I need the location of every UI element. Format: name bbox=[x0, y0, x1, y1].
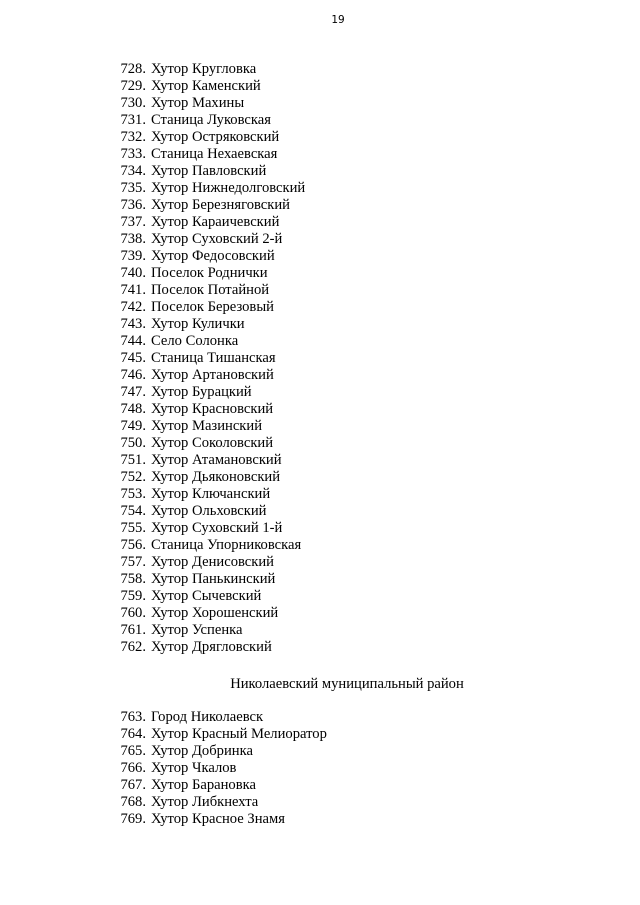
list-item bbox=[103, 129, 305, 146]
list-item bbox=[103, 418, 305, 435]
item-number: 735. bbox=[120, 180, 146, 196]
list-item bbox=[103, 794, 327, 811]
list-item bbox=[103, 452, 305, 469]
settlement-name: Хутор Чкалов bbox=[151, 760, 237, 776]
settlement-name: Хутор Кулички bbox=[151, 316, 245, 332]
list-item bbox=[103, 709, 327, 726]
list-item bbox=[103, 743, 327, 760]
list-item bbox=[103, 554, 305, 571]
settlement-name: Хутор Ольховский bbox=[151, 503, 267, 519]
item-number: 736. bbox=[120, 197, 146, 213]
list-item bbox=[103, 469, 305, 486]
list-item bbox=[103, 571, 305, 588]
item-number: 757. bbox=[120, 554, 146, 570]
settlement-name: Поселок Потайной bbox=[151, 282, 270, 298]
item-number: 759. bbox=[120, 588, 146, 604]
settlement-list-continued bbox=[103, 61, 305, 656]
list-item bbox=[103, 384, 305, 401]
item-number: 747. bbox=[120, 384, 146, 400]
settlement-name: Село Солонка bbox=[151, 333, 239, 349]
item-number: 742. bbox=[120, 299, 146, 315]
settlement-name: Хутор Добринка bbox=[151, 743, 253, 759]
item-number: 740. bbox=[120, 265, 146, 281]
item-number: 767. bbox=[120, 777, 146, 793]
item-number: 758. bbox=[120, 571, 146, 587]
settlement-name: Хутор Караичевский bbox=[151, 214, 280, 230]
item-number: 751. bbox=[120, 452, 146, 468]
settlement-name: Хутор Денисовский bbox=[151, 554, 274, 570]
item-number: 769. bbox=[120, 811, 146, 827]
settlement-name: Хутор Дьяконовский bbox=[151, 469, 281, 485]
list-item bbox=[103, 61, 305, 78]
settlement-name: Хутор Красновский bbox=[151, 401, 274, 417]
item-number: 752. bbox=[120, 469, 146, 485]
list-item bbox=[103, 401, 305, 418]
list-item bbox=[103, 367, 305, 384]
item-number: 762. bbox=[120, 639, 146, 655]
item-number: 734. bbox=[120, 163, 146, 179]
settlement-name: Станица Нехаевская bbox=[151, 146, 278, 162]
list-item bbox=[103, 622, 305, 639]
settlement-name: Хутор Кругловка bbox=[151, 61, 257, 77]
list-item bbox=[103, 299, 305, 316]
item-number: 738. bbox=[120, 231, 146, 247]
list-item bbox=[103, 726, 327, 743]
item-number: 730. bbox=[120, 95, 146, 111]
settlement-name: Хутор Остряковский bbox=[151, 129, 280, 145]
settlement-name: Хутор Каменский bbox=[151, 78, 261, 94]
item-number: 760. bbox=[120, 605, 146, 621]
list-item bbox=[103, 777, 327, 794]
item-number: 761. bbox=[120, 622, 146, 638]
settlement-name: Хутор Сычевский bbox=[151, 588, 262, 604]
item-number: 755. bbox=[120, 520, 146, 536]
item-number: 749. bbox=[120, 418, 146, 434]
item-number: 729. bbox=[120, 78, 146, 94]
list-item bbox=[103, 248, 305, 265]
settlement-list-nikolaevsky bbox=[103, 709, 327, 828]
item-number: 743. bbox=[120, 316, 146, 332]
settlement-name: Хутор Березняговский bbox=[151, 197, 290, 213]
list-item bbox=[103, 639, 305, 656]
list-item bbox=[103, 282, 305, 299]
settlement-name: Хутор Либкнехта bbox=[151, 794, 259, 810]
settlement-name: Хутор Дрягловский bbox=[151, 639, 272, 655]
item-number: 753. bbox=[120, 486, 146, 502]
list-item bbox=[103, 760, 327, 777]
item-number: 745. bbox=[120, 350, 146, 366]
list-item bbox=[103, 214, 305, 231]
item-number: 750. bbox=[120, 435, 146, 451]
settlement-name: Хутор Успенка bbox=[151, 622, 243, 638]
page-number: 19 bbox=[331, 14, 345, 26]
list-item bbox=[103, 146, 305, 163]
item-number: 731. bbox=[120, 112, 146, 128]
settlement-name: Хутор Артановский bbox=[151, 367, 274, 383]
list-item bbox=[103, 197, 305, 214]
list-item bbox=[103, 503, 305, 520]
list-item bbox=[103, 163, 305, 180]
settlement-name: Хутор Мазинский bbox=[151, 418, 263, 434]
settlement-name: Хутор Ключанский bbox=[151, 486, 271, 502]
item-number: 763. bbox=[120, 709, 146, 725]
settlement-name: Хутор Соколовский bbox=[151, 435, 274, 451]
settlement-name: Хутор Суховский 1-й bbox=[151, 520, 283, 536]
list-item bbox=[103, 588, 305, 605]
list-item bbox=[103, 231, 305, 248]
list-item bbox=[103, 78, 305, 95]
list-item bbox=[103, 95, 305, 112]
item-number: 768. bbox=[120, 794, 146, 810]
list-item bbox=[103, 316, 305, 333]
list-item bbox=[103, 537, 305, 554]
settlement-name: Хутор Махины bbox=[151, 95, 245, 111]
settlement-name: Поселок Роднички bbox=[151, 265, 268, 281]
item-number: 739. bbox=[120, 248, 146, 264]
settlement-name: Хутор Суховский 2-й bbox=[151, 231, 283, 247]
list-item bbox=[103, 180, 305, 197]
list-item bbox=[103, 520, 305, 537]
settlement-name: Хутор Красное Знамя bbox=[151, 811, 285, 827]
settlement-name: Хутор Барановка bbox=[151, 777, 256, 793]
item-number: 744. bbox=[120, 333, 146, 349]
settlement-name: Хутор Хорошенский bbox=[151, 605, 279, 621]
settlement-name: Хутор Федосовский bbox=[151, 248, 275, 264]
list-item bbox=[103, 486, 305, 503]
item-number: 733. bbox=[120, 146, 146, 162]
item-number: 754. bbox=[120, 503, 146, 519]
settlement-name: Хутор Атамановский bbox=[151, 452, 282, 468]
settlement-name: Хутор Бурацкий bbox=[151, 384, 252, 400]
list-item bbox=[103, 265, 305, 282]
list-item bbox=[103, 333, 305, 350]
item-number: 765. bbox=[120, 743, 146, 759]
list-item bbox=[103, 350, 305, 367]
item-number: 756. bbox=[120, 537, 146, 553]
settlement-name: Станица Тишанская bbox=[151, 350, 276, 366]
settlement-name: Хутор Павловский bbox=[151, 163, 267, 179]
settlement-name: Город Николаевск bbox=[151, 709, 264, 725]
item-number: 766. bbox=[120, 760, 146, 776]
list-item bbox=[103, 112, 305, 129]
item-number: 741. bbox=[120, 282, 146, 298]
item-number: 748. bbox=[120, 401, 146, 417]
list-item bbox=[103, 811, 327, 828]
settlement-name: Хутор Красный Мелиоратор bbox=[151, 726, 327, 742]
list-item bbox=[103, 605, 305, 622]
item-number: 732. bbox=[120, 129, 146, 145]
item-number: 746. bbox=[120, 367, 146, 383]
settlement-name: Хутор Нижнедолговский bbox=[151, 180, 306, 196]
settlement-name: Станица Луковская bbox=[151, 112, 271, 128]
list-item bbox=[103, 435, 305, 452]
item-number: 737. bbox=[120, 214, 146, 230]
settlement-name: Станица Упорниковская bbox=[151, 537, 302, 553]
item-number: 764. bbox=[120, 726, 146, 742]
settlement-name: Поселок Березовый bbox=[151, 299, 274, 315]
settlement-name: Хутор Панькинский bbox=[151, 571, 276, 587]
section-heading: Николаевский муниципальный район bbox=[230, 676, 464, 692]
item-number: 728. bbox=[120, 61, 146, 77]
